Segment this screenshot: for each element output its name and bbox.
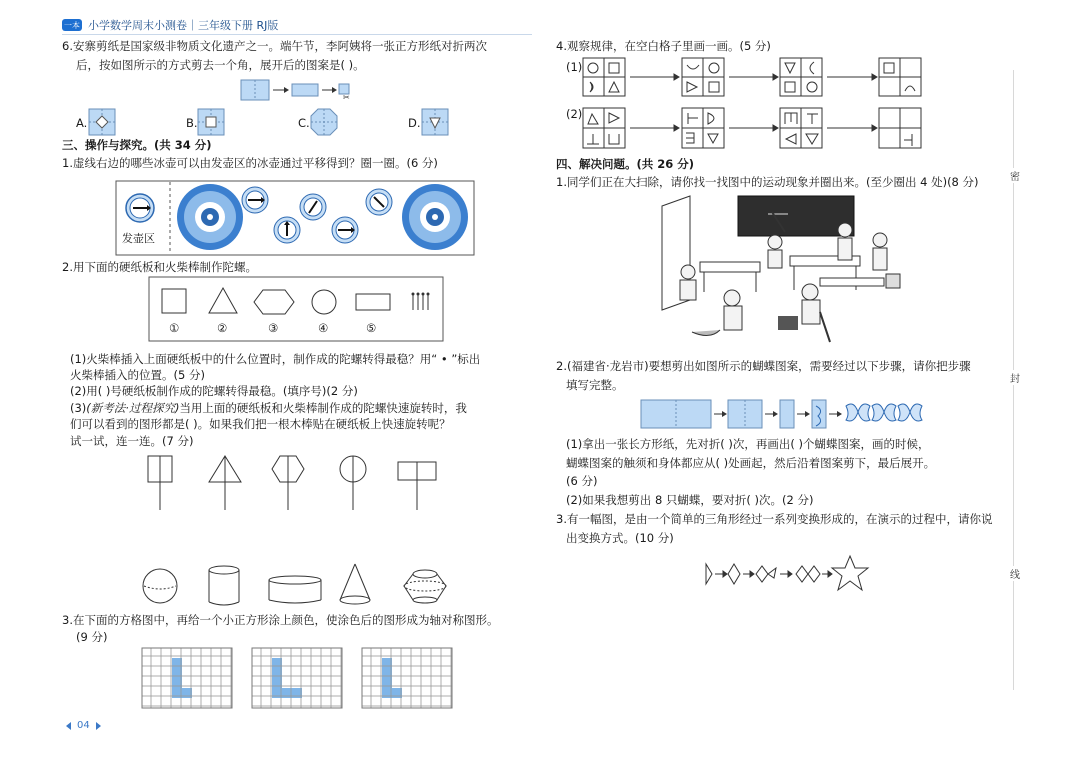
gutter-char-seal: 密	[1010, 168, 1020, 183]
q6-option-a-figure[interactable]	[88, 108, 116, 136]
page-header	[62, 17, 278, 33]
section-4-heading: 四、解决问题。(共 26 分)	[556, 157, 695, 171]
q4-row2-label: (2)	[566, 107, 583, 121]
q6-line1: 6.安寨剪纸是国家级非物质文化遗产之一。端午节，李阿姨将一张正方形纸对折两次	[62, 39, 487, 53]
brand-logo: 一本	[64, 20, 80, 30]
q3-line1: 3.在下面的方格图中，再给一个小正方形涂上颜色，使涂色后的图形成为轴对称图形。	[62, 613, 499, 627]
q6-option-c-label: C.	[298, 116, 310, 130]
q6-option-d-figure[interactable]	[421, 108, 449, 136]
q6-option-c-figure[interactable]	[310, 108, 338, 136]
section-3-heading: 三、操作与探究。(共 34 分)	[62, 138, 212, 152]
p2-s2: (2)如果我想剪出 8 只蝴蝶，要对折( )次。(2 分)	[566, 493, 814, 507]
folding-diagram	[240, 78, 355, 102]
shape-number-3: ③	[268, 321, 279, 335]
p2-s1-line3: (6 分)	[566, 474, 598, 488]
butterfly-steps	[640, 398, 930, 430]
q1-text: 1.虚线右边的哪些冰壶可以由发壶区的冰壶通过平移得到？圈一圈。(6 分)	[62, 156, 438, 170]
page-number-value: 04	[77, 720, 90, 731]
q2-sub2: (2)用( )号硬纸板制作成的陀螺转得最稳。(填序号)(2 分)	[70, 384, 358, 398]
q2-sub3-line2: 们可以看到的图形都是( )。如果我们把一根木棒贴在硬纸板上快速旋转呢？	[70, 417, 451, 431]
shape-number-2: ②	[217, 321, 228, 335]
q2-sub1-line1: (1)火柴棒插入上面硬纸板中的什么位置时，制作成的陀螺转得最稳？用“ • ”标出	[70, 352, 481, 366]
q6-option-d-label: D.	[408, 116, 421, 130]
pattern-rows	[582, 56, 922, 152]
launch-zone-label: 发壶区	[122, 232, 155, 245]
q6-option-b-figure[interactable]	[197, 108, 225, 136]
q3-line2: (9 分)	[76, 630, 108, 644]
p2-line1: 2.(福建省·龙岩市)要想剪出如图所示的蝴蝶图案，需要经过以下步骤，请你把步骤	[556, 359, 971, 373]
shapes-on-sticks[interactable]	[140, 452, 460, 512]
p1-text: 1.同学们正在大扫除，请你找一找图中的运动现象并圈出来。(至少圈出 4 处)(8 分)	[556, 175, 979, 189]
p2-line2: 填写完整。	[566, 378, 624, 392]
shape-number-4: ④	[318, 321, 329, 335]
p2-s1-line2: 蝴蝶图案的触须和身体都应从( )处画起，然后沿着图案剪下，最后展开。	[566, 456, 936, 470]
p2-s1-line1: (1)拿出一张长方形纸，先对折( )次，再画出( )个蝴蝶图案，画的时候，	[566, 437, 930, 451]
classroom-illustration[interactable]	[660, 192, 910, 350]
q6-option-b-label: B.	[186, 116, 198, 130]
3d-solids[interactable]	[140, 562, 460, 610]
gutter-char-close: 封	[1010, 370, 1020, 385]
p3-line1: 3.有一幅图，是由一个简单的三角形经过一系列变换形成的，在演示的过程中，请你说	[556, 512, 993, 526]
q2-sub3-number: (3)	[70, 401, 87, 415]
q6-option-a-label: A.	[76, 116, 88, 130]
q6-line2: 后，按如图所示的方式剪去一个角，展开后的图案是( )。	[76, 58, 365, 72]
prev-page-icon[interactable]	[66, 722, 71, 730]
svg-text:✂: ✂	[343, 93, 350, 102]
cardboard-shapes	[148, 276, 444, 342]
q2-sub3-text: 当用上面的硬纸板和火柴棒制作成的陀螺快速旋转时，我	[179, 401, 467, 415]
grid-3[interactable]	[361, 646, 453, 710]
next-page-icon[interactable]	[96, 722, 101, 730]
curling-figure	[115, 180, 475, 256]
gutter-char-line: 线	[1010, 566, 1020, 581]
page-number	[66, 720, 101, 731]
grid-1[interactable]	[141, 646, 233, 710]
q2-sub1-line2: 火柴棒插入的位置。(5 分)	[70, 368, 205, 382]
q2-sub3-line3: 试一试，连一连。(7 分)	[70, 434, 194, 448]
q4-row1-label: (1)	[566, 60, 583, 74]
q2-sub3-tag: (新考法·过程探究)	[86, 401, 180, 415]
grid-2[interactable]	[251, 646, 343, 710]
q2-text: 2.用下面的硬纸板和火柴棒制作陀螺。	[62, 260, 257, 274]
triangle-transformation	[700, 552, 872, 594]
header-title: 小学数学周末小测卷｜三年级下册 RJ版	[88, 19, 279, 32]
header-divider	[62, 34, 532, 35]
p3-line2: 出变换方式。(10 分)	[566, 531, 674, 545]
shape-number-1: ①	[169, 321, 180, 335]
shape-number-5: ⑤	[366, 321, 377, 335]
q4-text: 4.观察规律，在空白格子里画一画。(5 分)	[556, 39, 771, 53]
